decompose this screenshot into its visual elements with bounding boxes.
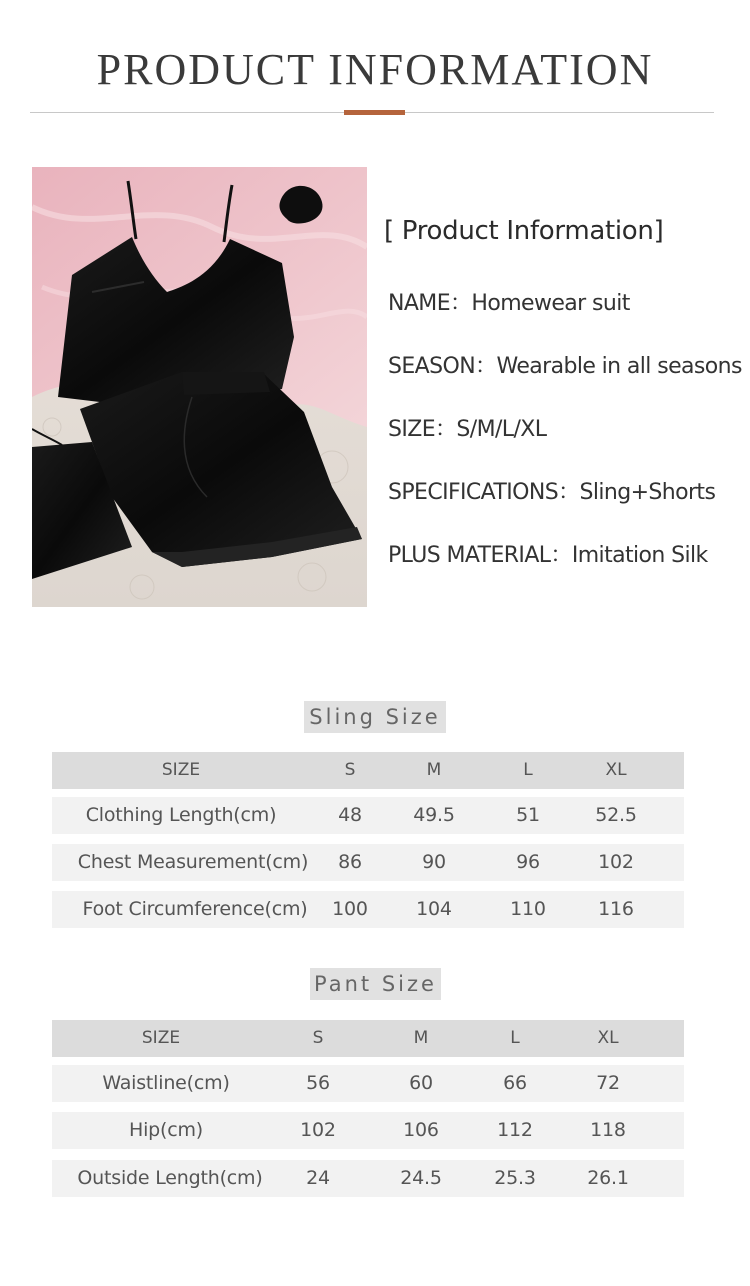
- table-row: [52, 1160, 684, 1197]
- row-label: Clothing Length(cm): [85, 804, 277, 826]
- pant-size-label: Pant Size: [310, 968, 441, 1000]
- table-cell: 24.5: [400, 1167, 442, 1189]
- table-cell: 86: [338, 851, 362, 873]
- row-label: Foot Circumference(cm): [82, 898, 308, 920]
- table-row: [52, 1065, 684, 1102]
- info-heading: [ Product Information]: [384, 216, 664, 246]
- table-row: [52, 844, 684, 881]
- table-header-row: [52, 752, 684, 789]
- info-material: PLUS MATERIAL：Imitation Silk: [388, 543, 708, 568]
- header-cell: XL: [597, 1028, 619, 1048]
- header-cell: SIZE: [161, 760, 201, 780]
- table-cell: 102: [598, 851, 634, 873]
- table-row: [52, 1112, 684, 1149]
- row-label: Hip(cm): [128, 1119, 203, 1141]
- title-accent-bar: [344, 110, 405, 115]
- table-header-row: [52, 1020, 684, 1057]
- page-title: PRODUCT INFORMATION: [96, 45, 654, 94]
- header-cell: M: [426, 760, 442, 780]
- table-cell: 25.3: [494, 1167, 536, 1189]
- header-cell: S: [312, 1028, 324, 1048]
- info-name: NAME：Homewear suit: [388, 291, 630, 316]
- table-cell: 49.5: [413, 804, 455, 826]
- table-cell: 116: [598, 898, 634, 920]
- table-cell: 110: [510, 898, 546, 920]
- table-cell: 106: [403, 1119, 439, 1141]
- row-label: Waistline(cm): [102, 1072, 230, 1094]
- product-photo: [32, 167, 367, 607]
- table-cell: 100: [332, 898, 368, 920]
- table-cell: 104: [416, 898, 452, 920]
- header-cell: L: [523, 760, 533, 780]
- info-specifications: SPECIFICATIONS：Sling+Shorts: [388, 480, 716, 505]
- table-cell: 52.5: [595, 804, 637, 826]
- table-cell: 48: [338, 804, 362, 826]
- table-cell: 96: [516, 851, 540, 873]
- table-cell: 72: [596, 1072, 620, 1094]
- header-cell: M: [413, 1028, 429, 1048]
- table-cell: 24: [306, 1167, 330, 1189]
- table-cell: 90: [422, 851, 446, 873]
- table-cell: 26.1: [587, 1167, 629, 1189]
- row-label: Chest Measurement(cm): [77, 851, 309, 873]
- table-cell: 60: [409, 1072, 433, 1094]
- table-cell: 51: [516, 804, 540, 826]
- table-cell: 112: [497, 1119, 533, 1141]
- header-cell: SIZE: [141, 1028, 181, 1048]
- table-cell: 56: [306, 1072, 330, 1094]
- header-cell: XL: [605, 760, 627, 780]
- pant-size-table: [52, 1020, 684, 1197]
- sling-size-label: Sling Size: [304, 701, 446, 733]
- info-season: SEASON：Wearable in all seasons: [388, 354, 742, 379]
- product-photo-illustration: [32, 167, 367, 607]
- header-cell: L: [510, 1028, 520, 1048]
- table-cell: 102: [300, 1119, 336, 1141]
- row-label: Outside Length(cm): [77, 1167, 263, 1189]
- info-size: SIZE：S/M/L/XL: [388, 417, 547, 442]
- table-cell: 66: [503, 1072, 527, 1094]
- table-cell: 118: [590, 1119, 626, 1141]
- table-row: [52, 891, 684, 928]
- header-cell: S: [344, 760, 356, 780]
- sling-size-table: [52, 752, 684, 928]
- table-row: [52, 797, 684, 834]
